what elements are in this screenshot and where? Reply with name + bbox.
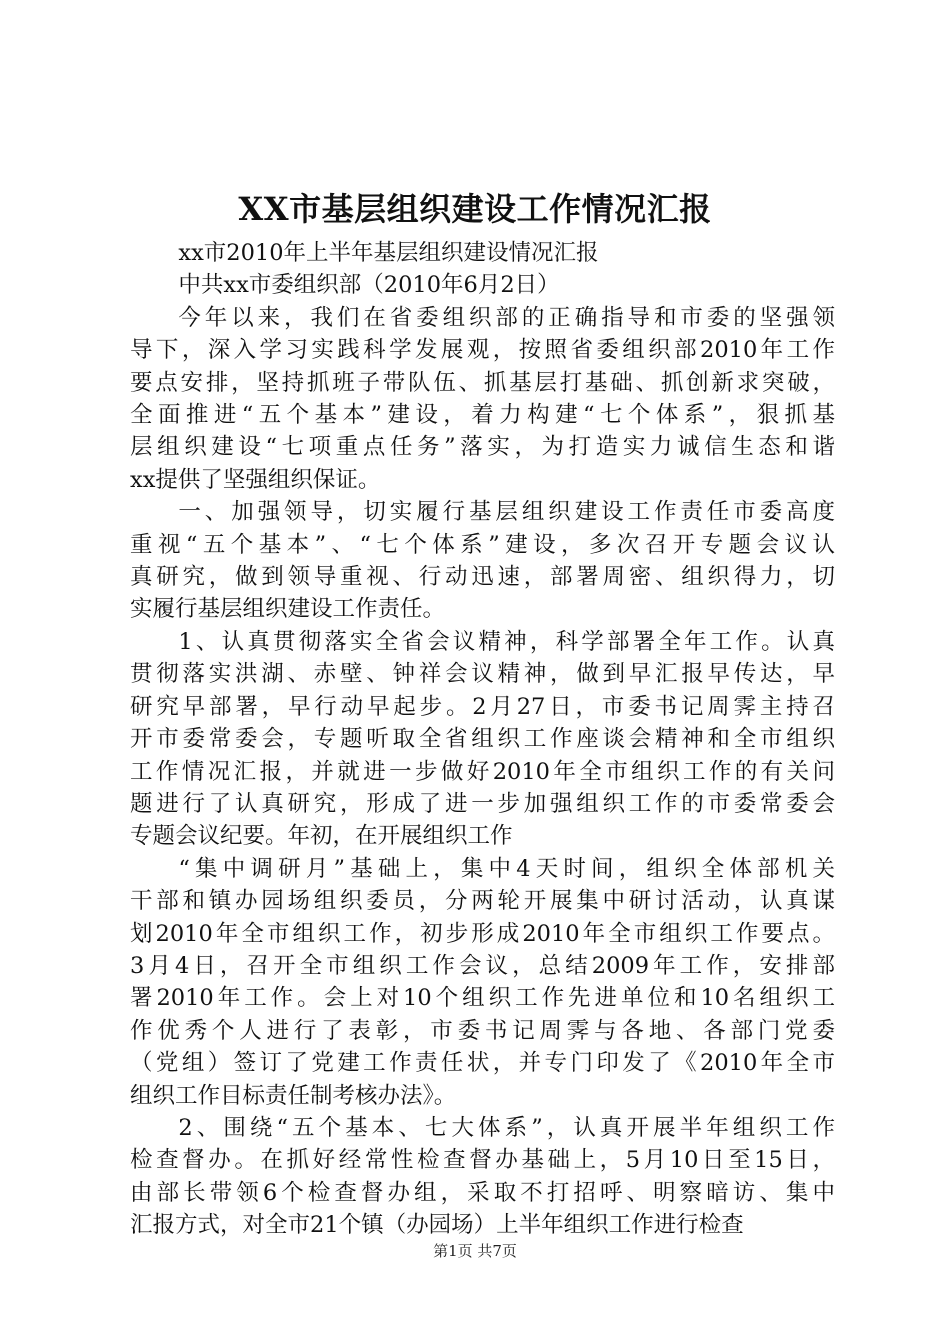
paragraph-line: 署2010年工作。会上对10个组织工作先进单位和10名组织工 (130, 985, 835, 1012)
paragraph-line: 实履行基层组织建设工作责任。 (130, 596, 446, 623)
paragraph-line: 真研究，做到领导重视、行动迅速，部署周密、组织得力，切 (130, 564, 835, 591)
paragraph-line: 由部长带领6个检查督办组，采取不打招呼、明察暗访、集中 (130, 1179, 835, 1206)
paragraph (130, 269, 835, 301)
paragraph-line: 汇报方式，对全市21个镇（办园场）上半年组织工作进行检查 (130, 1212, 744, 1239)
paragraph-line: 题进行了认真研究，形成了进一步加强组织工作的市委常委会 (130, 790, 835, 817)
paragraph-line: 作优秀个人进行了表彰，市委书记周霁与各地、各部门党委 (130, 1017, 835, 1044)
paragraph-line: 一、加强领导，切实履行基层组织建设工作责任市委高度 (178, 499, 835, 526)
paragraph-line: xx提供了坚强组织保证。 (130, 466, 381, 493)
paragraph (130, 853, 835, 1112)
paragraph-line: 干部和镇办园场组织委员，分两轮开展集中研讨活动，认真谋 (130, 888, 835, 915)
paragraph-line: 专题会议纪要。年初，在开展组织工作 (130, 823, 513, 850)
paragraph-line: 开市委常委会，专题听取全省组织工作座谈会精神和全市组织 (130, 726, 835, 753)
document-title: XX市基层组织建设工作情况汇报 (238, 190, 712, 228)
paragraph (130, 1112, 835, 1242)
paragraph-line: 1、认真贯彻落实全省会议精神，科学部署全年工作。认真 (178, 628, 835, 655)
paragraph-line: 研究早部署，早行动早起步。2月27日，市委书记周霁主持召 (130, 693, 835, 720)
paragraph-line: 组织工作目标责任制考核办法》。 (130, 1082, 457, 1109)
paragraph-line: 贯彻落实洪湖、赤壁、钟祥会议精神，做到早汇报早传达，早 (130, 661, 835, 688)
paragraph-line: 中共xx市委组织部（2010年6月2日） (178, 272, 560, 299)
paragraph-line: 层组织建设“七项重点任务”落实，为打造实力诚信生态和谐 (130, 434, 835, 461)
document-body (130, 237, 835, 1242)
page-footer: 第1页 共7页 (433, 1242, 517, 1260)
paragraph-line: （党组）签订了党建工作责任状，并专门印发了《2010年全市 (130, 1050, 835, 1077)
paragraph-line: 工作情况汇报，并就进一步做好2010年全市组织工作的有关问 (130, 758, 835, 785)
paragraph-line: “集中调研月”基础上，集中4天时间，组织全体部机关 (178, 855, 835, 882)
paragraph-line: 2、围绕“五个基本、七大体系”，认真开展半年组织工作 (178, 1114, 835, 1141)
paragraph-line: 今年以来，我们在省委组织部的正确指导和市委的坚强领 (178, 304, 835, 331)
paragraph (130, 626, 835, 853)
paragraph-line: 要点安排，坚持抓班子带队伍、抓基层打基础、抓创新求突破， (130, 369, 835, 396)
paragraph (130, 302, 835, 496)
paragraph-line: 检查督办。在抓好经常性检查督办基础上，5月10日至15日， (130, 1147, 835, 1174)
paragraph-line: 划2010年全市组织工作，初步形成2010年全市组织工作要点。 (130, 920, 835, 947)
paragraph-line: 导下，深入学习实践科学发展观，按照省委组织部2010年工作 (130, 337, 835, 364)
paragraph-line: 3月4日，召开全市组织工作会议，总结2009年工作，安排部 (130, 952, 835, 979)
paragraph-line: 全面推进“五个基本”建设，着力构建“七个体系”，狠抓基 (130, 402, 835, 429)
paragraph-line: 重视“五个基本”、“七个体系”建设，多次召开专题会议认 (130, 531, 835, 558)
paragraph (130, 237, 835, 269)
paragraph-line: xx市2010年上半年基层组织建设情况汇报 (178, 240, 599, 266)
paragraph (130, 496, 835, 626)
